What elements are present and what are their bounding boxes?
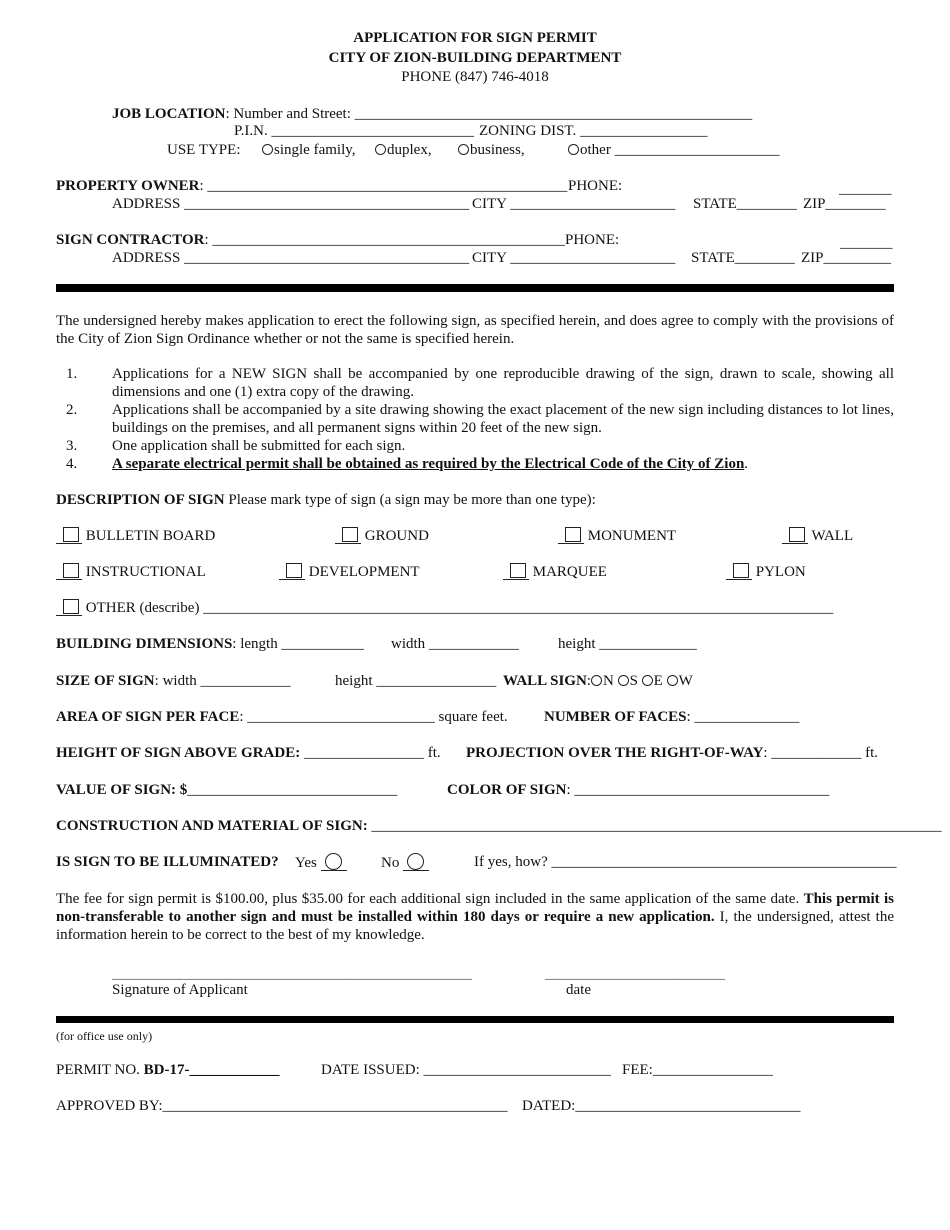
height-grade-field[interactable]: ________________ ft. [300,745,441,761]
use-type-label: USE TYPE: [167,142,241,158]
type-other[interactable] [56,599,833,617]
use-type-business[interactable] [458,141,525,159]
value-field[interactable]: ____________________________ [187,782,398,798]
requirement-text: Applications shall be accompanied by a site drawing showing the exact placement of the new sign including distances to lot lines, buildings on the premises, and all permanent signs within 20 feet of the new sign. [112,402,894,436]
permit-number-row [56,1061,279,1079]
owner-address-field[interactable]: ADDRESS ______________________________________ [112,196,470,212]
type-monument[interactable] [558,527,676,545]
owner-phone-field[interactable]: _______ [839,181,892,197]
area-field[interactable]: : _________________________ square feet. [239,709,508,725]
building-dimensions-label: BUILDING DIMENSIONS [56,636,233,652]
dated-field[interactable]: DATED:______________________________ [522,1098,801,1114]
sign-height-field[interactable]: height ________________ [335,673,497,689]
construction-row [56,817,941,835]
permit-label: PERMIT NO. [56,1062,144,1078]
type-label: INSTRUCTIONAL [85,564,206,580]
projection-label: PROJECTION OVER THE RIGHT-OF-WAY [466,745,764,761]
illumination-how-field[interactable]: If yes, how? ______________________________________________ [474,854,897,870]
type-marquee[interactable] [503,563,607,581]
electrical-permit-notice: A separate electrical permit shall be obtained as required by the Electrical Code of the City of Zion [112,456,745,472]
value-label: VALUE OF SIGN: $ [56,782,188,798]
height-grade-row [56,744,441,762]
projection-field[interactable]: : ____________ ft. [763,745,879,761]
checkbox-icon[interactable] [63,563,79,578]
radio-icon[interactable] [375,144,386,155]
size-of-sign-label: SIZE OF SIGN [56,673,155,689]
building-height-field[interactable]: height _____________ [558,636,697,652]
color-label: COLOR OF SIGN [447,782,567,798]
type-ground[interactable] [335,527,429,545]
type-label: DEVELOPMENT [308,564,420,580]
type-wall[interactable] [782,527,853,545]
direction-n: N [602,673,614,689]
fee-field[interactable]: FEE:________________ [622,1062,773,1078]
type-bulletin-board[interactable] [56,527,215,545]
area-label: AREA OF SIGN PER FACE [56,709,240,725]
height-grade-label: HEIGHT OF SIGN ABOVE GRADE: [56,745,301,761]
type-pylon[interactable] [726,563,806,581]
description-row [56,491,596,509]
contractor-zip-field[interactable]: ZIP_________ [801,250,891,266]
direction-s: S [629,673,638,689]
contractor-name-field[interactable]: : _______________________________________________ [204,232,565,248]
type-label: BULLETIN BOARD [85,528,216,544]
type-label: GROUND [364,528,429,544]
requirement-text: One application shall be submitted for each sign. [112,438,406,454]
type-instructional[interactable] [56,563,206,581]
checkbox-icon[interactable] [789,527,805,542]
other-describe-field[interactable]: OTHER (describe) ____________________________________________________________________________________ [85,600,834,616]
checkbox-icon[interactable] [63,599,79,614]
job-location-row [112,105,752,123]
owner-city-field[interactable]: CITY ______________________ [472,196,676,212]
sign-contractor-label: SIGN CONTRACTOR [56,232,205,248]
office-use-note: (for office use only) [56,1029,153,1043]
use-type-other[interactable] [568,141,780,159]
requirement-text: Applications for a NEW SIGN shall be accompanied by one reproducible drawing of the sign, drawn to scale, showing all dimensions and one (1) extra copy of the drawing. [112,366,894,400]
radio-icon[interactable] [642,675,653,686]
fee-bold-text: This permit is non-transferable to another sign and must be installed within 180 days or require a new application. [56,891,894,925]
direction-w: W [678,673,693,689]
requirement-number: 4. [66,456,78,472]
type-label: MARQUEE [532,564,607,580]
date-field[interactable]: ________________________ [545,966,725,982]
type-label: PYLON [755,564,806,580]
contractor-address-field[interactable]: ADDRESS ______________________________________ [112,250,470,266]
radio-icon[interactable] [618,675,629,686]
zoning-field[interactable]: ZONING DIST. _________________ [479,123,708,139]
radio-icon[interactable] [568,144,579,155]
use-type-duplex[interactable] [375,141,432,159]
direction-e: E [653,673,663,689]
sign-width-field[interactable]: : width ____________ [154,673,291,689]
checkbox-icon[interactable] [565,527,581,542]
intro-paragraph: The undersigned hereby makes application to erect the following sign, as specified herein, and does agree to comply with the provisions of the City of Zion Sign Ordinance whether or not the same is specified herein. [56,313,894,347]
contractor-city-field[interactable]: CITY ______________________ [472,250,676,266]
type-label: MONUMENT [587,528,677,544]
building-width-field[interactable]: width ____________ [391,636,519,652]
signature-label: Signature of Applicant [112,982,248,998]
faces-field[interactable]: : ______________ [686,709,800,725]
wall-sign-label: WALL SIGN [503,673,587,689]
type-development[interactable] [279,563,420,581]
date-issued-field[interactable]: DATE ISSUED: _________________________ [321,1062,612,1078]
owner-state-field[interactable]: STATE________ [693,196,797,212]
period: . [744,456,749,472]
construction-field[interactable]: ____________________________________________________________________________ [367,818,942,834]
pin-field[interactable]: P.I.N. ___________________________ [234,123,475,139]
owner-phone-label: PHONE: [568,178,623,194]
illuminated-no[interactable] [381,853,429,872]
value-row [56,781,397,799]
contractor-phone-field[interactable]: _______ [840,235,893,251]
number-street-field[interactable]: : Number and Street: _____________________________________________________ [225,106,753,122]
department-phone: PHONE (847) 746-4018 [401,69,549,85]
other-use-field[interactable]: ______________________ [614,142,780,158]
illuminated-question: IS SIGN TO BE ILLUMINATED? [56,854,279,870]
option-label: other [580,142,611,158]
date-label: date [566,982,591,998]
construction-label: CONSTRUCTION AND MATERIAL OF SIGN: [56,818,368,834]
permit-number-field[interactable]: ____________ [189,1062,280,1078]
owner-name-field[interactable]: : ________________________________________________ [199,178,568,194]
building-dimensions-row [56,635,364,653]
faces-label: NUMBER OF FACES [544,709,687,725]
use-type-single-family[interactable] [262,141,356,159]
radio-icon[interactable] [325,853,342,870]
approved-by-field[interactable]: APPROVED BY:______________________________________________ [56,1098,508,1114]
area-row [56,708,508,726]
requirement-number: 1. [66,366,78,382]
owner-zip-field[interactable]: ZIP________ [803,196,886,212]
color-row [447,781,829,799]
option-label: duplex, [387,142,432,158]
description-label: DESCRIPTION OF SIGN [56,492,225,508]
radio-icon[interactable] [667,675,678,686]
illuminated-yes[interactable] [295,853,347,872]
building-length-field[interactable]: : length ___________ [232,636,364,652]
permit-prefix: BD-17- [143,1062,190,1078]
yes-label: Yes [295,855,317,871]
requirement-text [112,455,748,473]
property-owner-label: PROPERTY OWNER [56,178,200,194]
fee-text: The fee for sign permit is $100.00, plus $35.00 for each additional sign included in the same application of the same date. [56,891,804,907]
radio-icon[interactable] [407,853,424,870]
faces-row [544,708,799,726]
option-label: single family, [274,142,356,158]
department-name: CITY OF ZION-BUILDING DEPARTMENT [328,50,622,66]
section-divider [56,284,894,292]
fee-paragraph [56,890,894,944]
office-divider [56,1016,894,1023]
requirement-number: 3. [66,438,78,454]
form-title: APPLICATION FOR SIGN PERMIT [353,30,597,46]
no-label: No [381,855,400,871]
size-of-sign-row [56,672,291,690]
checkbox-icon[interactable] [510,563,526,578]
radio-icon[interactable] [458,144,469,155]
illuminated-label [56,853,279,871]
radio-icon[interactable] [591,675,602,686]
contractor-state-field[interactable]: STATE________ [691,250,795,266]
requirement-number: 2. [66,402,78,418]
job-location-label: JOB LOCATION [112,106,226,122]
projection-row [466,744,878,762]
checkbox-icon[interactable] [342,527,358,542]
radio-icon[interactable] [262,144,273,155]
description-instruction: Please mark type of sign (a sign may be more than one type): [224,492,596,508]
fee-attest-text: I, the undersigned, attest the information herein to be correct to the best of my knowledge. [56,909,894,943]
signature-field[interactable]: ________________________________________________ [112,966,472,982]
contractor-phone-label: PHONE: [565,232,620,248]
checkbox-icon[interactable] [63,527,79,542]
wall-sign-row: WALL SIGN: N S E W [503,673,693,689]
property-owner-row [56,177,567,195]
sign-contractor-row [56,231,565,249]
option-label: business, [470,142,525,158]
color-field[interactable]: : __________________________________ [566,782,830,798]
checkbox-icon[interactable] [286,563,302,578]
type-label: WALL [811,528,854,544]
checkbox-icon[interactable] [733,563,749,578]
